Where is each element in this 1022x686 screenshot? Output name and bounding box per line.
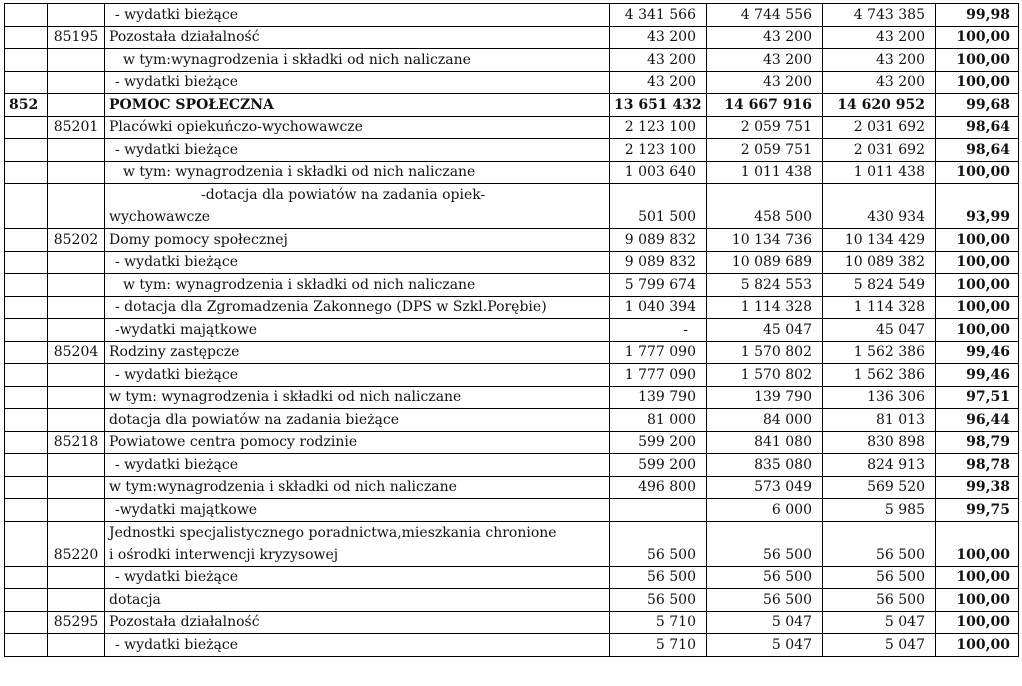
execution-cell: 1 011 438: [823, 161, 936, 184]
table-row: [5, 611, 1019, 634]
chapter-code-cell: [48, 589, 105, 612]
execution-cell: 56 500: [823, 566, 936, 589]
execution-cell: 1 562 386: [823, 364, 936, 387]
chapter-code-cell: [48, 499, 105, 522]
percent-cell: 100,00: [936, 229, 1019, 252]
item-name-line-1: Jednostki specjalistycznego poradnictwa,mieszkania chronione: [109, 524, 557, 541]
table-row: [5, 634, 1019, 657]
percent-cell: 98,64: [936, 139, 1019, 162]
execution-cell: 10 134 429: [823, 229, 936, 252]
chapter-code-cell: 85218: [48, 431, 105, 454]
section-code-cell: [5, 566, 48, 589]
chapter-code-cell: [48, 319, 105, 342]
item-name-cell: - dotacja dla Zgromadzenia Zakonnego (DPS w Szkl.Porębie): [105, 296, 610, 319]
execution-cell: 43 200: [823, 71, 936, 94]
execution-cell: 43 200: [823, 49, 936, 72]
percent-cell: 97,51: [936, 386, 1019, 409]
plan-initial-cell: 56 500: [610, 589, 707, 612]
table-row: [5, 161, 1019, 184]
percent-cell: 100,00: [936, 589, 1019, 612]
execution-cell: 1 562 386: [823, 341, 936, 364]
table-row: [5, 49, 1019, 72]
plan-initial-cell: 43 200: [610, 49, 707, 72]
plan-after-changes-cell: 458 500: [707, 184, 823, 229]
plan-after-changes-cell: 2 059 751: [707, 116, 823, 139]
item-name-cell: w tym:wynagrodzenia i składki od nich naliczane: [105, 49, 610, 72]
table-row: [5, 341, 1019, 364]
chapter-code-cell: [48, 454, 105, 477]
execution-cell: 5 047: [823, 634, 936, 657]
percent-cell: 100,00: [936, 319, 1019, 342]
section-code-cell: [5, 476, 48, 499]
plan-initial-cell: 1 777 090: [610, 341, 707, 364]
item-name-cell: - wydatki bieżące: [105, 454, 610, 477]
execution-cell: 56 500: [823, 589, 936, 612]
chapter-code-cell: [48, 476, 105, 499]
item-name-cell: - wydatki bieżące: [105, 566, 610, 589]
percent-cell: 100,00: [936, 26, 1019, 49]
percent-cell: 99,46: [936, 341, 1019, 364]
chapter-code-cell: 85202: [48, 229, 105, 252]
percent-cell: 100,00: [936, 521, 1019, 566]
section-code-cell: [5, 319, 48, 342]
item-name-cell: dotacja: [105, 589, 610, 612]
item-name-cell: dotacja dla powiatów na zadania bieżące: [105, 409, 610, 432]
section-code-cell: [5, 589, 48, 612]
plan-initial-cell: 9 089 832: [610, 229, 707, 252]
percent-cell: 100,00: [936, 274, 1019, 297]
table-row: [5, 229, 1019, 252]
plan-after-changes-cell: 139 790: [707, 386, 823, 409]
chapter-code-cell: [48, 71, 105, 94]
item-name-cell: Domy pomocy społecznej: [105, 229, 610, 252]
table-row: [5, 476, 1019, 499]
percent-cell: 99,38: [936, 476, 1019, 499]
item-name-cell: Powiatowe centra pomocy rodzinie: [105, 431, 610, 454]
table-row: [5, 521, 1019, 566]
plan-initial-cell: 496 800: [610, 476, 707, 499]
execution-cell: 81 013: [823, 409, 936, 432]
section-code-cell: [5, 161, 48, 184]
plan-after-changes-cell: 835 080: [707, 454, 823, 477]
section-code-cell: [5, 26, 48, 49]
percent-cell: 100,00: [936, 71, 1019, 94]
plan-after-changes-cell: 5 047: [707, 611, 823, 634]
section-code-cell: [5, 521, 48, 566]
chapter-code-cell: [48, 409, 105, 432]
plan-initial-cell: 5 799 674: [610, 274, 707, 297]
item-name-cell: - wydatki bieżące: [105, 71, 610, 94]
section-code-cell: [5, 116, 48, 139]
percent-cell: 100,00: [936, 566, 1019, 589]
plan-initial-cell: 1 040 394: [610, 296, 707, 319]
section-code-cell: 852: [5, 94, 48, 117]
plan-initial-cell: 43 200: [610, 71, 707, 94]
section-code-cell: [5, 364, 48, 387]
plan-initial-cell: 2 123 100: [610, 116, 707, 139]
table-row: [5, 116, 1019, 139]
section-code-cell: [5, 341, 48, 364]
plan-after-changes-cell: 1 570 802: [707, 341, 823, 364]
plan-after-changes-cell: 1 114 328: [707, 296, 823, 319]
execution-cell: 10 089 382: [823, 251, 936, 274]
plan-after-changes-cell: 56 500: [707, 589, 823, 612]
chapter-code-cell: 85195: [48, 26, 105, 49]
table-row: [5, 26, 1019, 49]
chapter-code-cell: [48, 566, 105, 589]
chapter-code-cell: [48, 4, 105, 27]
percent-cell: 100,00: [936, 49, 1019, 72]
chapter-code-cell: [48, 296, 105, 319]
table-row: [5, 319, 1019, 342]
plan-after-changes-cell: 1 570 802: [707, 364, 823, 387]
plan-initial-cell: 2 123 100: [610, 139, 707, 162]
item-name-cell: w tym: wynagrodzenia i składki od nich naliczane: [105, 274, 610, 297]
section-code-cell: [5, 499, 48, 522]
item-name-cell: w tym: wynagrodzenia i składki od nich naliczane: [105, 161, 610, 184]
plan-initial-cell: 139 790: [610, 386, 707, 409]
section-code-cell: [5, 634, 48, 657]
chapter-code-cell: [48, 634, 105, 657]
percent-cell: 100,00: [936, 634, 1019, 657]
execution-cell: 2 031 692: [823, 139, 936, 162]
chapter-code-cell: [48, 274, 105, 297]
table-body: [5, 4, 1019, 657]
execution-cell: 4 743 385: [823, 4, 936, 27]
section-code-cell: [5, 409, 48, 432]
plan-initial-cell: 56 500: [610, 521, 707, 566]
item-name-line-1: -dotacja dla powiatów na zadania opiek-: [201, 187, 486, 203]
section-code-cell: [5, 431, 48, 454]
plan-after-changes-cell: 43 200: [707, 71, 823, 94]
percent-cell: 99,98: [936, 4, 1019, 27]
chapter-code-cell: [48, 161, 105, 184]
section-code-cell: [5, 274, 48, 297]
percent-cell: 100,00: [936, 251, 1019, 274]
budget-table: [4, 3, 1019, 657]
plan-after-changes-cell: 56 500: [707, 566, 823, 589]
table-row: [5, 409, 1019, 432]
plan-after-changes-cell: 10 134 736: [707, 229, 823, 252]
percent-cell: 93,99: [936, 184, 1019, 229]
plan-after-changes-cell: 841 080: [707, 431, 823, 454]
percent-cell: 99,75: [936, 499, 1019, 522]
plan-after-changes-cell: 43 200: [707, 26, 823, 49]
chapter-code-cell: 85201: [48, 116, 105, 139]
plan-initial-cell: 1 777 090: [610, 364, 707, 387]
section-code-cell: [5, 4, 48, 27]
percent-cell: 100,00: [936, 611, 1019, 634]
percent-cell: 98,78: [936, 454, 1019, 477]
execution-cell: 14 620 952: [823, 94, 936, 117]
execution-cell: 430 934: [823, 184, 936, 229]
plan-initial-cell: 599 200: [610, 431, 707, 454]
plan-initial-cell: 501 500: [610, 184, 707, 229]
table-row: [5, 499, 1019, 522]
percent-cell: 99,68: [936, 94, 1019, 117]
table-row: [5, 566, 1019, 589]
plan-initial-cell: -: [610, 319, 707, 342]
plan-initial-cell: 81 000: [610, 409, 707, 432]
chapter-code-cell: [48, 94, 105, 117]
plan-initial-cell: [610, 499, 707, 522]
item-name-line-2: wychowawcze: [109, 209, 210, 225]
percent-cell: 99,46: [936, 364, 1019, 387]
chapter-code-cell: [48, 184, 105, 229]
plan-initial-cell: 9 089 832: [610, 251, 707, 274]
table-row: [5, 431, 1019, 454]
section-code-cell: [5, 49, 48, 72]
table-row: [5, 296, 1019, 319]
item-name-cell: - wydatki bieżące: [105, 251, 610, 274]
chapter-code-cell: [48, 364, 105, 387]
item-name-cell: Pozostała działalność: [105, 611, 610, 634]
execution-cell: 1 114 328: [823, 296, 936, 319]
section-code-cell: [5, 251, 48, 274]
item-name-cell: - wydatki bieżące: [105, 139, 610, 162]
table-row: [5, 184, 1019, 229]
table-row: [5, 274, 1019, 297]
item-name-cell: POMOC SPOŁECZNA: [105, 94, 610, 117]
plan-after-changes-cell: 6 000: [707, 499, 823, 522]
execution-cell: 824 913: [823, 454, 936, 477]
plan-initial-cell: 13 651 432: [610, 94, 707, 117]
section-code-cell: [5, 296, 48, 319]
plan-after-changes-cell: 573 049: [707, 476, 823, 499]
item-name-cell: [105, 521, 610, 566]
chapter-code-cell: 85204: [48, 341, 105, 364]
percent-cell: 100,00: [936, 296, 1019, 319]
execution-cell: 5 985: [823, 499, 936, 522]
chapter-code-cell: [48, 386, 105, 409]
item-name-cell: - wydatki bieżące: [105, 634, 610, 657]
execution-cell: 136 306: [823, 386, 936, 409]
plan-initial-cell: 5 710: [610, 611, 707, 634]
item-name-cell: -wydatki majątkowe: [105, 499, 610, 522]
percent-cell: 98,64: [936, 116, 1019, 139]
table-row: [5, 386, 1019, 409]
plan-initial-cell: 4 341 566: [610, 4, 707, 27]
plan-initial-cell: 599 200: [610, 454, 707, 477]
plan-after-changes-cell: 5 047: [707, 634, 823, 657]
table-row: [5, 139, 1019, 162]
section-code-cell: [5, 229, 48, 252]
execution-cell: 5 047: [823, 611, 936, 634]
execution-cell: 830 898: [823, 431, 936, 454]
execution-cell: 45 047: [823, 319, 936, 342]
item-name-cell: w tym:wynagrodzenia i składki od nich naliczane: [105, 476, 610, 499]
chapter-code-cell: [48, 49, 105, 72]
execution-cell: 5 824 549: [823, 274, 936, 297]
section-code-cell: [5, 139, 48, 162]
table-row: [5, 364, 1019, 387]
table-row: [5, 94, 1019, 117]
plan-after-changes-cell: 1 011 438: [707, 161, 823, 184]
execution-cell: 569 520: [823, 476, 936, 499]
item-name-cell: w tym: wynagrodzenia i składki od nich naliczane: [105, 386, 610, 409]
section-code-cell: [5, 386, 48, 409]
table-row: [5, 251, 1019, 274]
item-name-cell: - wydatki bieżące: [105, 364, 610, 387]
table-row: [5, 454, 1019, 477]
plan-initial-cell: 5 710: [610, 634, 707, 657]
plan-after-changes-cell: 43 200: [707, 49, 823, 72]
chapter-code-cell: 85295: [48, 611, 105, 634]
table-row: [5, 71, 1019, 94]
percent-cell: 98,79: [936, 431, 1019, 454]
plan-after-changes-cell: 10 089 689: [707, 251, 823, 274]
item-name-cell: -wydatki majątkowe: [105, 319, 610, 342]
chapter-code-cell: 85220: [48, 521, 105, 566]
table-row: [5, 589, 1019, 612]
plan-initial-cell: 56 500: [610, 566, 707, 589]
execution-cell: 56 500: [823, 521, 936, 566]
item-name-cell: [105, 184, 610, 229]
percent-cell: 96,44: [936, 409, 1019, 432]
section-code-cell: [5, 71, 48, 94]
table-row: [5, 4, 1019, 27]
percent-cell: 100,00: [936, 161, 1019, 184]
plan-after-changes-cell: 4 744 556: [707, 4, 823, 27]
plan-after-changes-cell: 84 000: [707, 409, 823, 432]
item-name-cell: Placówki opiekuńczo-wychowawcze: [105, 116, 610, 139]
plan-after-changes-cell: 2 059 751: [707, 139, 823, 162]
plan-initial-cell: 1 003 640: [610, 161, 707, 184]
plan-after-changes-cell: 45 047: [707, 319, 823, 342]
execution-cell: 43 200: [823, 26, 936, 49]
item-name-cell: Rodziny zastępcze: [105, 341, 610, 364]
item-name-line-2: i ośrodki interwencji kryzysowej: [109, 546, 339, 563]
chapter-code-cell: [48, 251, 105, 274]
item-name-cell: - wydatki bieżące: [105, 4, 610, 27]
plan-after-changes-cell: 14 667 916: [707, 94, 823, 117]
section-code-cell: [5, 184, 48, 229]
plan-after-changes-cell: 56 500: [707, 521, 823, 566]
plan-after-changes-cell: 5 824 553: [707, 274, 823, 297]
plan-initial-cell: 43 200: [610, 26, 707, 49]
section-code-cell: [5, 454, 48, 477]
item-name-cell: Pozostała działalność: [105, 26, 610, 49]
chapter-code-cell: [48, 139, 105, 162]
section-code-cell: [5, 611, 48, 634]
execution-cell: 2 031 692: [823, 116, 936, 139]
